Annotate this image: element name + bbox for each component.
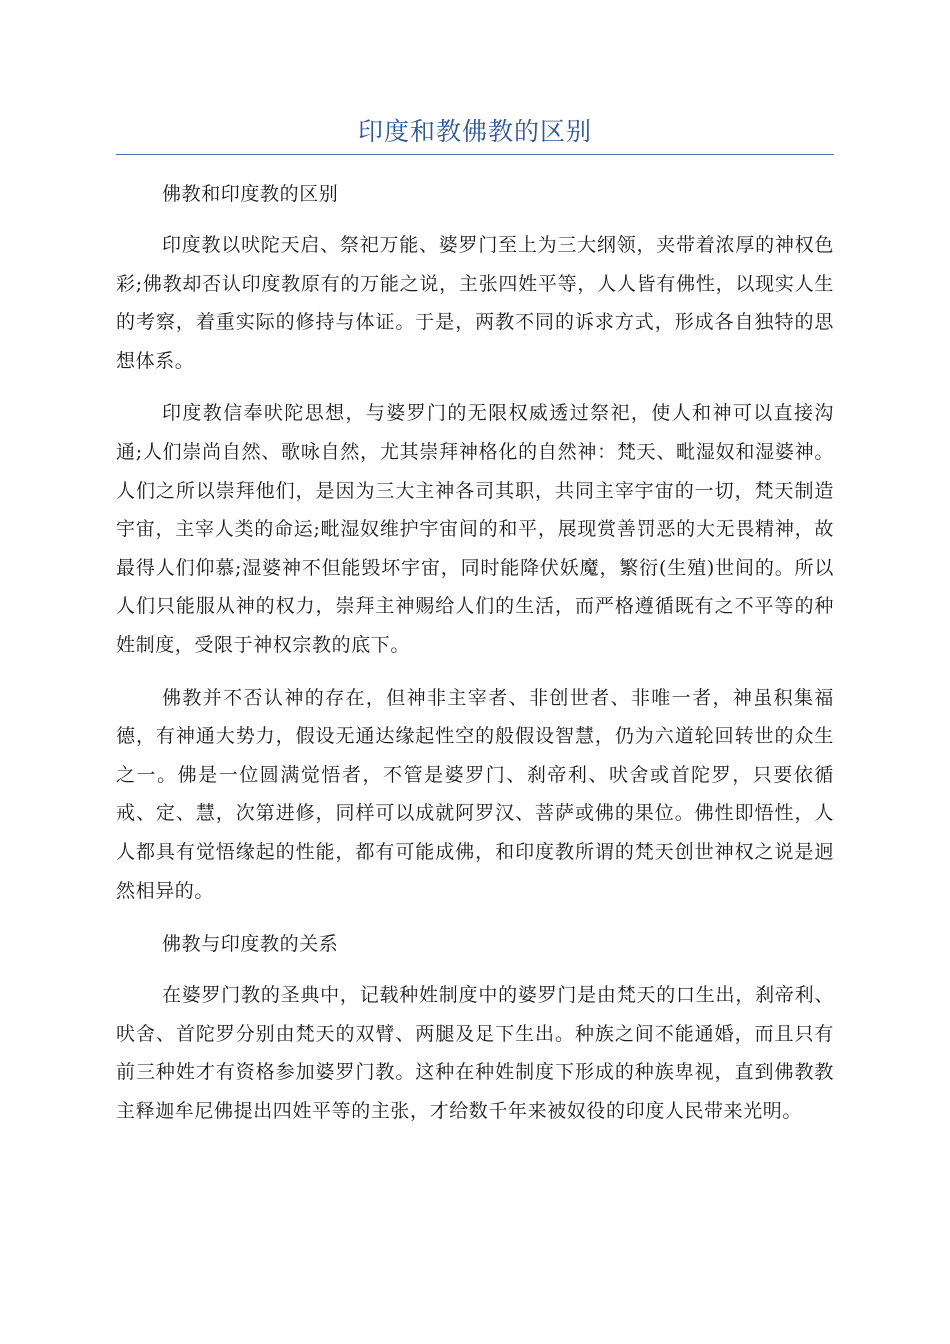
paragraph: 在婆罗门教的圣典中，记载种姓制度中的婆罗门是由梵天的口生出，刹帝利、吠舍、首陀罗分别由梵天的双臂、两腿及足下生出。种族之间不能通婚，而且只有前三种姓才有资格参加婆罗门教。这种在种姓制度下形成的种族卑视，直到佛教教主释迦牟尼佛提出四姓平等的主张，才给数千年来被奴役的印度人民带来光明。 — [116, 984, 834, 1122]
document-title: 印度和教佛教的区别 — [357, 117, 592, 146]
document-body — [116, 174, 834, 1144]
paragraph: 佛教并不否认神的存在，但神非主宰者、非创世者、非唯一者，神虽积集福德，有神通大势力，假设无通达缘起性空的般假设智慧，仍为六道轮回转世的众生之一。佛是一位圆满觉悟者，不管是婆罗门、刹帝利、吠舍或首陀罗，只要依循戒、定、慧，次第进修，同样可以成就阿罗汉、菩萨或佛的果位。佛性即悟性，人人都具有觉悟缘起的性能，都有可能成佛，和印度教所谓的梵天创世神权之说是迥然相异的。 — [116, 686, 834, 902]
section-heading: 佛教和印度教的区别 — [162, 183, 339, 205]
paragraph: 印度教以吠陀天启、祭祀万能、婆罗门至上为三大纲领，夹带着浓厚的神权色彩;佛教却否认印度教原有的万能之说，主张四姓平等，人人皆有佛性，以现实人生的考察，着重实际的修持与体证。于是，两教不同的诉求方式，形成各自独特的思想体系。 — [116, 234, 834, 372]
paragraph: 印度教信奉吠陀思想，与婆罗门的无限权威透过祭祀，使人和神可以直接沟通;人们崇尚自然、歌咏自然，尤其崇拜神格化的自然神：梵天、毗湿奴和湿婆神。人们之所以崇拜他们，是因为三大主神各司其职，共同主宰宇宙的一切，梵天制造宇宙，主宰人类的命运;毗湿奴维护宇宙间的和平，展现赏善罚恶的大无畏精神，故最得人们仰慕;湿婆神不但能毁坏宇宙，同时能降伏妖魔，繁衍(生殖)世间的。所以人们只能服从神的权力，崇拜主神赐给人们的生活，而严格遵循既有之不平等的种姓制度，受限于神权宗教的底下。 — [116, 402, 834, 656]
section-heading: 佛教与印度教的关系 — [162, 933, 339, 956]
title-underline — [116, 154, 834, 155]
